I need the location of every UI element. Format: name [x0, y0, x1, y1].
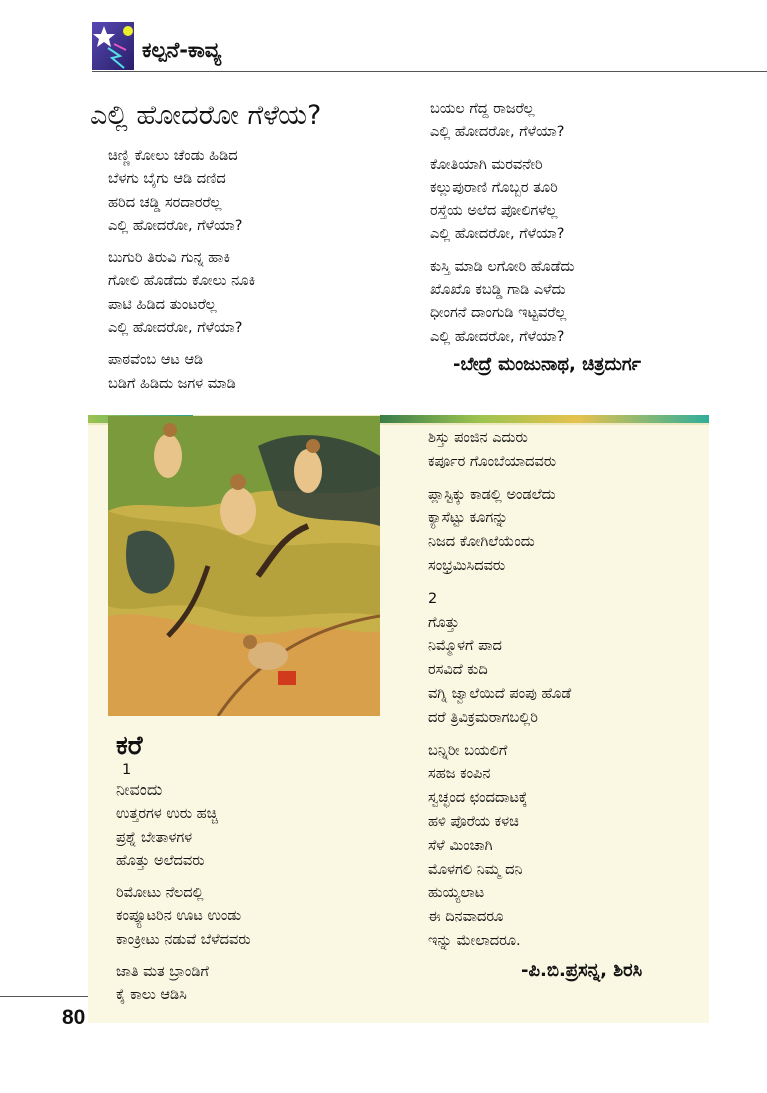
verse-line: ನೀವಂದು	[116, 780, 163, 799]
verse-line: ಕ್ಯಾಸೆಟ್ಟು ಕೂಗನ್ನು	[428, 510, 508, 527]
children-playing-painting	[108, 416, 380, 716]
section-number: 2	[428, 590, 438, 607]
verse-line: ಸಂಭ್ರಮಿಸಿದವರು	[428, 557, 506, 574]
verse-line: ನಿಜದ ಕೋಗಿಲೆಯೆಂದು	[428, 534, 535, 551]
verse-line: ಕಲ್ಲುಪುರಾಣಿ ಗೊಬ್ಬರ ತೂರಿ	[430, 179, 558, 196]
verse-line: ಸ್ವಚ್ಛಂದ ಛಂದದಾಟಕ್ಕೆ	[428, 790, 528, 807]
verse-line: ಇನ್ನು ಮೇಲಾದರೂ.	[428, 932, 521, 949]
verse-line: ನಿಮ್ಮೊಳಗೆ ಪಾದ	[428, 638, 502, 655]
verse-line: ಹುಯ್ಯಲಾಟ	[428, 885, 485, 902]
section-title: ಕಲ್ಪನೆ-ಕಾವ್ಯ	[142, 38, 222, 62]
poem2-right-column	[428, 427, 571, 963]
verse-line: ಎಲ್ಲಿ ಹೋದರೋ, ಗೆಳೆಯಾ?	[430, 328, 565, 345]
verse-line: ಧೀಂಗನೆ ದಾಂಗುಡಿ ಇಟ್ಟವರೆಲ್ಲ	[430, 305, 567, 322]
verse-line: ಸಹಜ ಕಂಪಿನ	[428, 766, 491, 783]
verse-line: ಹರಿದ ಚಡ್ಡಿ ಸರದಾರರೆಲ್ಲ	[108, 194, 222, 211]
verse-line: ಹಳಿ ಪೊರೆಯ ಕಳಚಿ	[428, 813, 519, 830]
stanza	[428, 427, 571, 475]
stanza	[116, 882, 251, 952]
verse-line: ಕಾಂಕ್ರೀಟು ನಡುವೆ ಬೆಳೆದವರು	[116, 931, 251, 948]
verse-line: ರಸ್ತೆಯ ಅಲೆದ ಪೋಲಿಗಳೆಲ್ಲ	[430, 203, 558, 220]
stanza	[116, 803, 251, 873]
verse-line: ಕೈ ಕಾಲು ಆಡಿಸಿ	[116, 987, 187, 1004]
verse-line: ಗೊತ್ತು	[428, 614, 460, 631]
stanza	[428, 740, 571, 954]
page-number: 80	[62, 1006, 86, 1029]
verse-line: ಉತ್ತರಗಳ ಉರು ಹಚ್ಚಿ	[116, 806, 218, 823]
stanza	[108, 247, 255, 340]
poem1-attribution: -ಬೇದ್ರೆ ಮಂಜುನಾಥ, ಚಿತ್ರದುರ್ಗ	[453, 354, 641, 375]
verse-line: ಕೋತಿಯಾಗಿ ಮರವನೇರಿ	[430, 156, 543, 173]
poem2-attribution: -ಪಿ.ಬಿ.ಪ್ರಸನ್ನ, ಶಿರಸಿ	[521, 960, 643, 981]
verse-line: ವಗ್ನಿ ಜ್ವಾಲೆಯಿದೆ ಪಂಪು ಹೊಡೆ	[428, 685, 572, 702]
stanza	[430, 98, 575, 145]
poem2-title: ಕರೆ	[116, 731, 143, 761]
decorative-band-right	[380, 415, 709, 423]
verse-line: ಶಿಸ್ತು ಪಂಜಿನ ಎದುರು	[428, 430, 528, 446]
stanza	[430, 256, 575, 349]
verse-line: ಸೆಳೆ ಮಿಂಚಾಗಿ	[428, 837, 493, 854]
verse-line: ಈ ದಿನವಾದರೂ	[428, 909, 504, 926]
header-divider	[92, 71, 767, 72]
verse-line: ಕಂಪ್ಯೂಟರಿನ ಊಟ ಉಂಡು	[116, 908, 242, 925]
verse-line: ಬಯಲ ಗೆದ್ದ ರಾಜರೆಲ್ಲ	[430, 101, 535, 117]
verse-line: ಎಲ್ಲಿ ಹೋದರೋ, ಗೆಳೆಯಾ?	[430, 124, 565, 141]
verse-line: ಕುಸ್ತಿ ಮಾಡಿ ಲಗೋರಿ ಹೊಡೆದು	[430, 258, 575, 275]
verse-line: ಪಾಠವೆಂಬ ಆಟ ಆಡಿ	[108, 352, 204, 369]
verse-line: ಮೊಳಗಲಿ ನಿಮ್ಮ ದನಿ	[428, 861, 523, 878]
verse-line: ದರೆ ತ್ರಿವಿಕ್ರಮರಾಗಬಲ್ಲಿರಿ	[428, 709, 538, 726]
verse-line: ಗೋಲಿ ಹೊಡೆದು ಕೋಲು ನೂಕಿ	[108, 273, 256, 290]
verse-line: ಎಲ್ಲಿ ಹೋದರೋ, ಗೆಳೆಯಾ?	[108, 320, 243, 337]
section-number: 1	[122, 762, 132, 778]
verse-line: ರಸವಿದೆ ಕುದಿ	[428, 662, 488, 679]
poem2-left-column	[116, 762, 251, 1017]
stanza	[430, 154, 575, 247]
footer-divider	[0, 996, 88, 997]
poem1-left-column	[108, 145, 255, 405]
poem1-right-column	[430, 98, 575, 358]
stanza	[428, 588, 571, 731]
verse-line: ಬಡಿಗೆ ಹಿಡಿದು ಜಗಳ ಮಾಡಿ	[108, 375, 236, 392]
verse-line: ಪಾಟಿ ಹಿಡಿದ ತುಂಟರೆಲ್ಲ	[108, 296, 217, 313]
verse-line: ರಿಮೋಟು ನೆಲದಲ್ಲಿ	[116, 885, 204, 902]
verse-line: ಬುಗುರಿ ತಿರುವಿ ಗುನ್ನ ಹಾಕಿ	[108, 250, 231, 267]
stanza	[428, 484, 571, 579]
poem1-title: ಎಲ್ಲಿ ಹೋದರೋ ಗೆಳೆಯ?	[90, 100, 322, 131]
verse-line: ಬನ್ನಿರೀ ಬಯಲಿಗೆ	[428, 742, 508, 759]
verse-line: ಪ್ರಶ್ನೆ ಬೇತಾಳಗಳ	[116, 829, 193, 846]
verse-line: ಜಾತಿ ಮತ ಬ್ರಾಂಡಿಗೆ	[116, 964, 209, 981]
verse-line: ಪ್ಲಾಸ್ಟಿಕ್ಕು ಕಾಡಲ್ಲಿ ಅಂಡಲೆದು	[428, 486, 556, 503]
verse-line: ಕರ್ಪೂರ ಗೊಂಬೆಯಾದವರು	[428, 453, 557, 470]
verse-line: ಚಿಣ್ಣಿ ಕೋಲು ಚೆಂಡು ಹಿಡಿದ	[108, 148, 238, 164]
verse-line: ಎಲ್ಲಿ ಹೋದರೋ, ಗೆಳೆಯಾ?	[430, 226, 565, 243]
stanza	[116, 762, 251, 801]
verse-line: ಬೆಳಗು ಬೈಗು ಆಡಿ ದಣಿದ	[108, 171, 226, 188]
verse-line: ಖೊಖೊ ಕಬಡ್ಡಿ ಗಾಡಿ ಎಳೆದು	[430, 282, 566, 299]
stanza	[116, 961, 251, 1008]
verse-line: ಹೊತ್ತು ಅಲೆದವರು	[116, 852, 205, 869]
section-logo-icon	[92, 22, 134, 70]
stanza	[108, 145, 255, 238]
stanza	[108, 349, 255, 396]
verse-line: ಎಲ್ಲಿ ಹೋದರೋ, ಗೆಳೆಯಾ?	[108, 217, 243, 234]
